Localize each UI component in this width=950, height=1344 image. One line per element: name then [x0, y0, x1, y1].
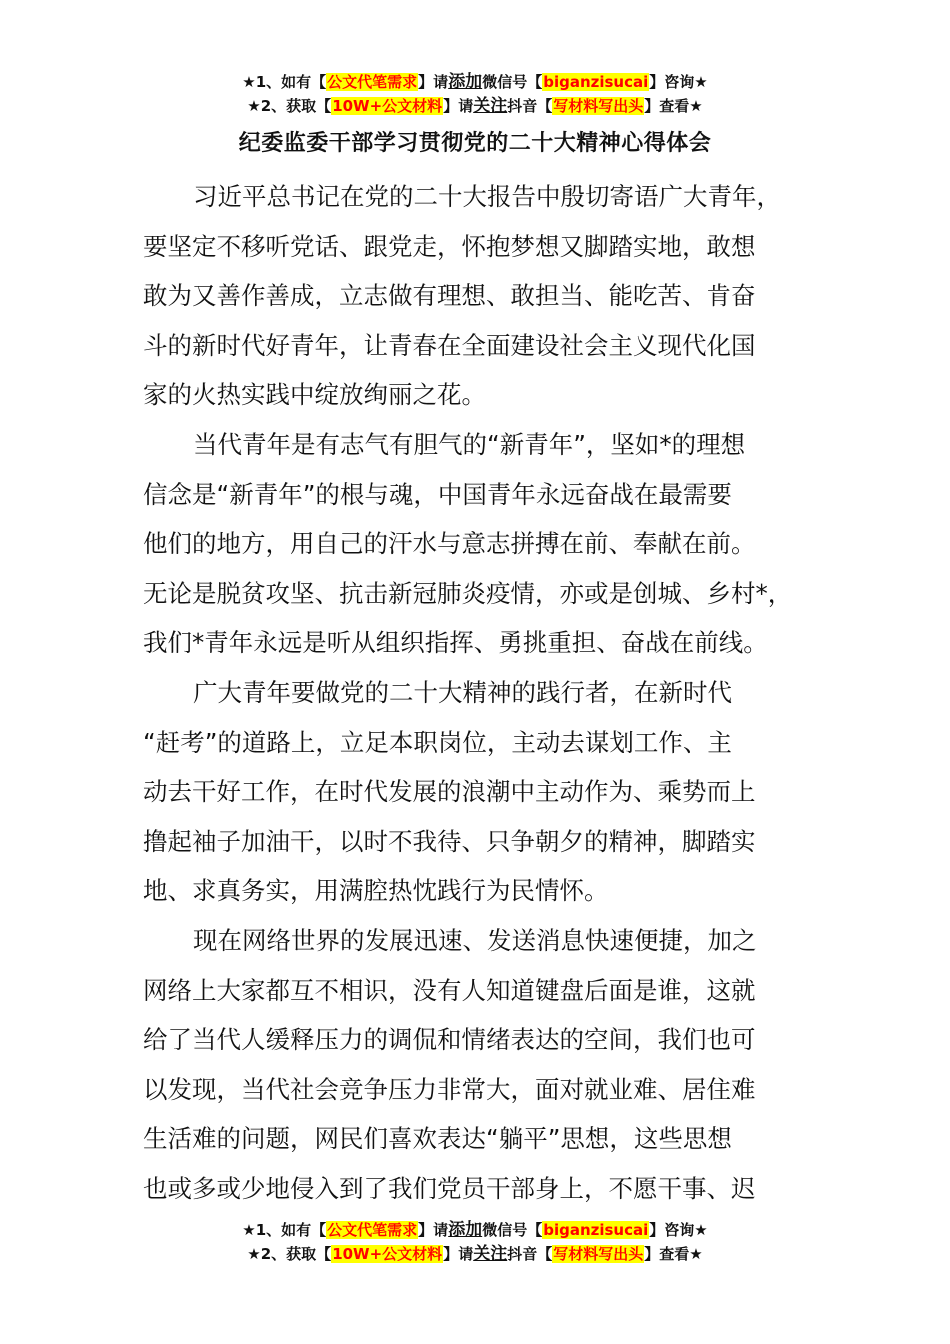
body-line: 信念是“新青年”的根与魂，中国青年永远奋战在最需要	[143, 479, 732, 509]
promo-text: 2、获取【	[260, 97, 332, 115]
promo-text: 2、获取【	[260, 1245, 332, 1263]
top-promo-banner	[0, 70, 950, 118]
body-line: 给了当代人缓释压力的调侃和情绪表达的空间，我们也可	[143, 1025, 756, 1055]
promo-text: 】请	[443, 1245, 474, 1263]
body-line: 要坚定不移听党话、跟党走，怀抱梦想又脚踏实地，敢想	[143, 231, 756, 261]
promo-text: 抖音【	[507, 97, 553, 115]
body-line: 无论是脱贫攻坚、抗击新冠肺炎疫情，亦或是创城、乡村*，	[143, 578, 793, 608]
body-line: “赶考”的道路上，立足本职岗位，主动去谋划工作、主	[143, 727, 732, 757]
highlight-douyin-account: 写材料写出头	[553, 1245, 644, 1263]
body-line: 现在网络世界的发展迅速、发送消息快速便捷，加之	[193, 925, 757, 955]
promo-text: 】请	[418, 73, 449, 91]
promo-text: 抖音【	[507, 1245, 553, 1263]
star-icon: ★	[242, 1221, 256, 1239]
promo-text: 】查看	[644, 97, 690, 115]
body-line: 网络上大家都互不相识，没有人知道键盘后面是谁，这就	[143, 975, 756, 1005]
star-icon: ★	[247, 97, 261, 115]
body-line: 动去干好工作，在时代发展的浪潮中主动作为、乘势而上	[143, 777, 756, 807]
highlight-materials: 10W+公文材料	[332, 97, 443, 115]
body-line: 我们*青年永远是听从组织指挥、勇挑重担、奋战在前线。	[143, 628, 768, 658]
body-line: 敢为又善作善成，立志做有理想、敢担当、能吃苦、肯奋	[143, 281, 756, 311]
underlined-follow: 关注	[473, 96, 508, 116]
body-line: 家的火热实践中绽放绚丽之花。	[143, 380, 486, 410]
body-line: 习近平总书记在党的二十大报告中殷切寄语广大青年，	[193, 182, 781, 211]
promo-line-2	[0, 94, 950, 118]
body-line: 地、求真务实，用满腔热忱践行为民情怀。	[143, 876, 609, 906]
body-line: 他们的地方，用自己的汗水与意志拼搏在前、奉献在前。	[143, 529, 756, 559]
highlight-ghostwriting: 公文代笔需求	[327, 73, 418, 91]
promo-line-2	[0, 1242, 950, 1266]
highlight-wechat-id: biganzisucai	[543, 1221, 649, 1239]
body-line: 撸起袖子加油干，以时不我待、只争朝夕的精神，脚踏实	[143, 826, 756, 856]
body-line: 以发现，当代社会竞争压力非常大，面对就业难、居住难	[143, 1074, 756, 1104]
underlined-follow: 关注	[473, 1244, 508, 1264]
promo-text: 微信号【	[482, 1221, 543, 1239]
bottom-promo-banner	[0, 1218, 950, 1266]
body-line: 斗的新时代好青年，让青春在全面建设社会主义现代化国	[143, 330, 756, 360]
highlight-douyin-account: 写材料写出头	[553, 97, 644, 115]
body-line: 当代青年是有志气有胆气的“新青年”，坚如*的理想	[193, 429, 746, 459]
promo-line-1	[0, 1218, 950, 1242]
star-icon: ★	[689, 1245, 703, 1263]
star-icon: ★	[694, 73, 708, 91]
promo-text: 1、如有【	[255, 73, 327, 91]
promo-text: 】请	[418, 1221, 449, 1239]
star-icon: ★	[694, 1221, 708, 1239]
promo-text: 】咨询	[649, 73, 695, 91]
promo-text: 】咨询	[649, 1221, 695, 1239]
document-title: 纪委监委干部学习贯彻党的二十大精神心得体会	[238, 131, 712, 156]
promo-text: 】请	[443, 97, 474, 115]
star-icon: ★	[689, 97, 703, 115]
body-line: 广大青年要做党的二十大精神的践行者，在新时代	[193, 677, 732, 707]
highlight-wechat-id: biganzisucai	[543, 73, 649, 91]
promo-line-1	[0, 70, 950, 94]
body-line: 生活难的问题，网民们喜欢表达“躺平”思想，这些思想	[143, 1124, 732, 1154]
underlined-add: 添加	[448, 1220, 483, 1240]
star-icon: ★	[242, 73, 256, 91]
promo-text: 1、如有【	[255, 1221, 327, 1239]
underlined-add: 添加	[448, 72, 483, 92]
promo-text: 】查看	[644, 1245, 690, 1263]
document-body	[143, 172, 833, 1213]
highlight-materials: 10W+公文材料	[332, 1245, 443, 1263]
promo-text: 微信号【	[482, 73, 543, 91]
star-icon: ★	[247, 1245, 261, 1263]
highlight-ghostwriting: 公文代笔需求	[327, 1221, 418, 1239]
body-line: 也或多或少地侵入到了我们党员干部身上，不愿干事、迟	[143, 1173, 756, 1203]
